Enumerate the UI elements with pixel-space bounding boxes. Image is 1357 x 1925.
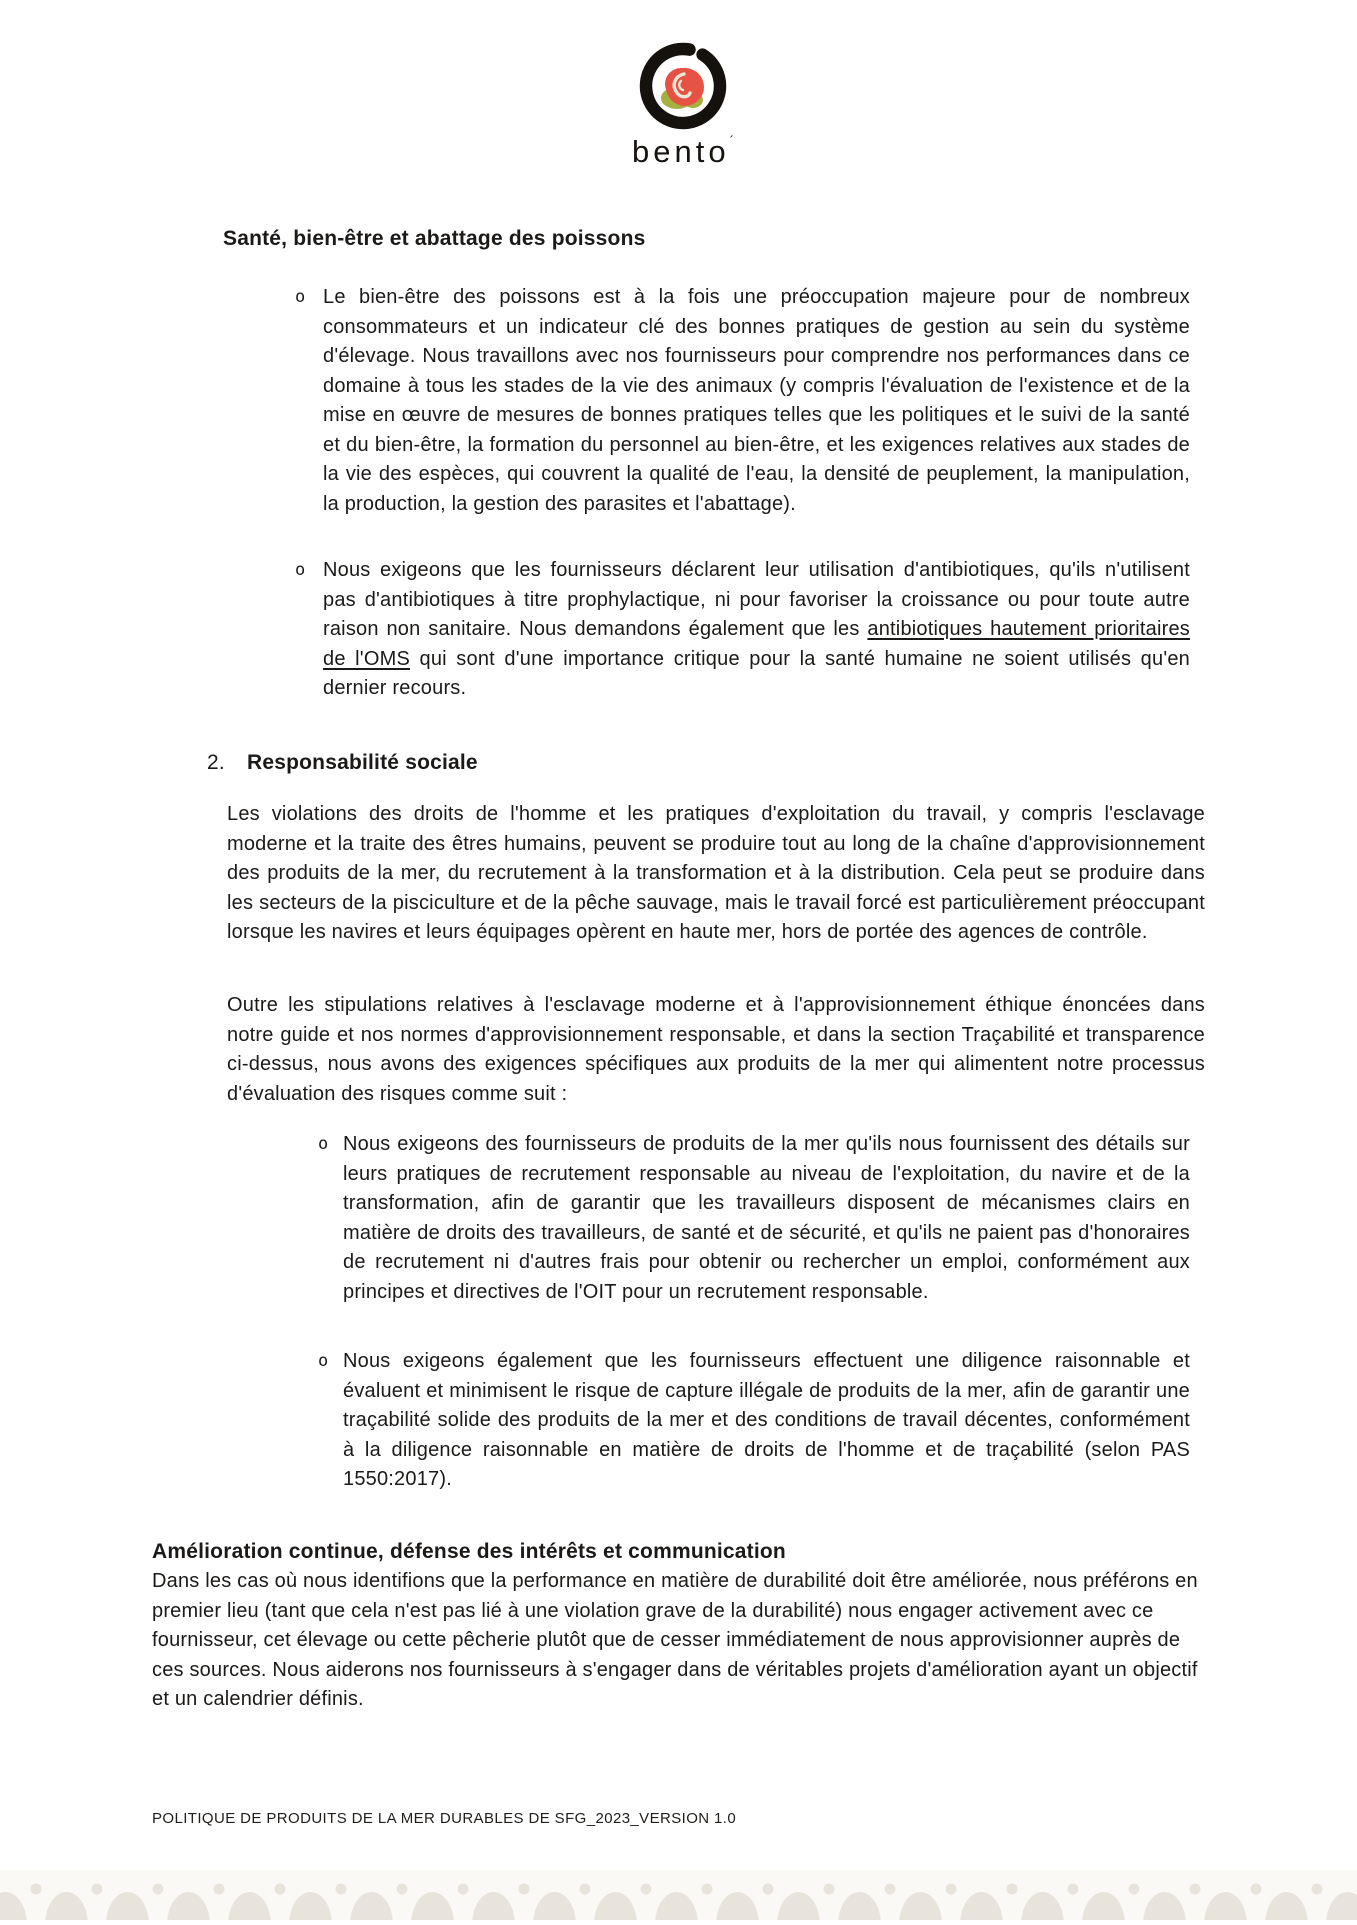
list-item [295,283,1190,519]
bullet-text-after: qui sont d'une importance critique pour la santé humaine ne soient utilisés qu'en dernier recours. [323,647,1190,699]
heading-continuous-improvement: Amélioration continue, défense des intérêts et communication [152,1540,786,1563]
bullet-text: Nous exigeons également que les fournisseurs effectuent une diligence raisonnable et évaluent et minimisent le risque de capture illégale de produits de la mer, afin de garantir une traçabilité solide des produits de la mer et des conditions de travail décentes, conformément à la diligence raisonnable en matière de droits de l'homme et de traçabilité (selon PAS 1550:2017). [343,1350,1190,1490]
oms-antibiotics-link[interactable]: antibiotiques hautement prioritaires de l'OMS [323,618,1190,670]
list-item [295,556,1190,704]
scallop-pattern-icon [0,1870,1357,1920]
bullet-circle-icon: o [318,1134,329,1154]
heading-fish-welfare: Santé, bien-être et abattage des poissons [223,227,646,250]
bullet-text [323,556,1190,704]
paragraph: Outre les stipulations relatives à l'esclavage moderne et à l'approvisionnement éthique énoncées dans notre guide et nos normes d'approvisionnement responsable, et dans la section Traçabilité et transparence ci-dessus, nous avons des exigences spécifiques aux produits de la mer qui alimentent notre processus d'évaluation des risques comme suit : [227,994,1205,1105]
paragraph: Dans les cas où nous identifions que la performance en matière de durabilité doit être améliorée, nous préférons en premier lieu (tant que cela n'est pas lié à une violation grave de la durabilité) nous engager activement avec ce fournisseur, cet élevage ou cette pêcherie plutôt que de cesser immédiatement de nous approvisionner auprès de ces sources. Nous aiderons nos fournisseurs à s'engager dans de véritables projets d'amélioration ayant un objectif et un calendrier définis. [152,1570,1198,1710]
heading-social-responsibility: Responsabilité sociale [247,751,478,774]
trademark-mark: ´ [729,133,734,148]
document-footer: POLITIQUE DE PRODUITS DE LA MER DURABLES DE SFG_2023_VERSION 1.0 [152,1810,737,1827]
paragraph: Les violations des droits de l'homme et les pratiques d'exploitation du travail, y compris l'esclavage moderne et la traite des êtres humains, peuvent se produire tout au long de la chaîne d'approvisionnement des produits de la mer, du recrutement à la transformation et à la distribution. Cela peut se produire dans les secteurs de la pisciculture et de la pêche sauvage, mais le travail forcé est particulièrement préoccupant lorsque les navires et leurs équipages opèrent en haute mer, hors de portée des agences de contrôle. [227,803,1205,943]
bento-logo-icon [637,40,729,134]
bullet-text: Nous exigeons des fournisseurs de produits de la mer qu'ils nous fournissent des détails sur leurs pratiques de recrutement responsable au niveau de l'exploitation, du navire et de la transformation, afin de garantir que les travailleurs disposent de mécanismes clairs en matière de droits des travailleurs, de santé et de sécurité, et qu'ils ne paient pas d'honoraires de recrutement ni d'autres frais pour obtenir ou rechercher un emploi, conformément aux principes et directives de l'OIT pour un recrutement responsable. [343,1133,1190,1303]
bullet-circle-icon: o [318,1351,329,1371]
list-item [318,1130,1190,1307]
section-2-heading-row [207,748,478,777]
bento-logo [593,40,773,167]
brand-wordmark: bento [632,134,730,169]
scallop-border-decoration [0,1870,1357,1920]
list-item [318,1347,1190,1495]
bullet-circle-icon: o [295,287,306,307]
section-number: 2. [207,751,225,774]
bullet-text: Le bien-être des poissons est à la fois une préoccupation majeure pour de nombreux consommateurs et un indicateur clé des bonnes pratiques de gestion au sein du système d'élevage. Nous travaillons avec nos fournisseurs pour comprendre nos performances dans ce domaine à tous les stades de la vie des animaux (y compris l'évaluation de l'existence et de la mise en œuvre de mesures de bonnes pratiques telles que les politiques et le suivi de la santé et du bien-être, la formation du personnel au bien-être, et les exigences relatives aux stades de la vie des espèces, qui couvrent la qualité de l'eau, la densité de peuplement, la manipulation, la production, la gestion des parasites et l'abattage). [323,286,1190,515]
bullet-text-before: Nous exigeons que les fournisseurs déclarent leur utilisation d'antibiotiques, qu'ils n'utilisent pas d'antibiotiques à titre prophylactique, ni pour favoriser la croissance ou pour toute autre raison non sanitaire. Nous demandons également que les [323,559,1190,640]
bullet-circle-icon: o [295,560,306,580]
